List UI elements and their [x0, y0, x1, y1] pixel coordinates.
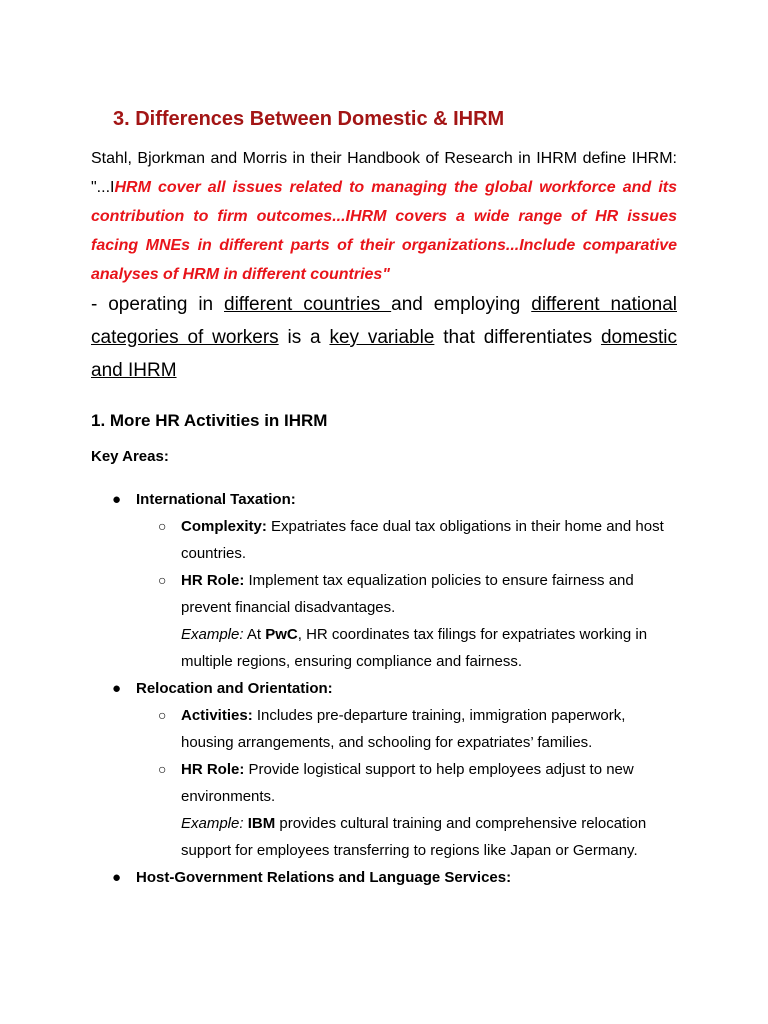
area-title: International Taxation:: [136, 491, 296, 508]
point-text: Provide logistical support to help employees adjust to new environments.: [181, 761, 634, 805]
circle-bullet-icon: ○: [158, 761, 167, 777]
point-text: Includes pre-departure training, immigration paperwork, housing arrangements, and schooling for expatriates’ families.: [181, 707, 626, 751]
sub-list-item: [0, 567, 671, 621]
point-text: Expatriates face dual tax obligations in their home and host countries.: [181, 518, 664, 562]
key-areas-list: [0, 486, 768, 891]
example-text: , HR coordinates tax filings for expatriates working in multiple regions, ensuring compliance and fairness.: [181, 626, 648, 670]
area-title: Host-Government Relations and Language Services:: [136, 869, 512, 886]
circle-bullet-icon: ○: [158, 518, 167, 534]
point-label: HR Role:: [181, 761, 245, 778]
example-company: IBM: [247, 815, 276, 832]
bullet-icon: ●: [112, 680, 122, 697]
subsection-title: 1. More HR Activities in IHRM: [91, 411, 328, 430]
key-statement-text-3: is a: [278, 327, 330, 348]
key-statement-text-2: and employing: [391, 294, 532, 315]
key-statement-term-1: different countries: [224, 294, 392, 315]
key-statement: [91, 288, 677, 387]
sub-list-item: [0, 513, 671, 567]
sub-list-item: [0, 702, 671, 756]
example-pre: At: [243, 626, 266, 643]
example-text: provides cultural training and comprehensive relocation support for employees transferring to regions like Japan or Germany.: [181, 815, 647, 859]
section-heading: 3. Differences Between Domestic & IHRM: [113, 108, 505, 130]
key-statement-text-1: - operating in: [91, 294, 224, 315]
intro-quote: HRM cover all issues related to managing the global workforce and its contribution to firm outcomes...IHRM covers a wide range of HR issues facing MNEs in different parts of their organizations...Include comparative analyses of HRM in different countries": [91, 179, 677, 283]
key-areas-label: Key Areas:: [91, 448, 169, 465]
key-statement-term-2: different national categories of workers: [91, 294, 677, 348]
point-label: HR Role:: [181, 572, 245, 589]
example-label: Example:: [181, 626, 244, 643]
bullet-icon: ●: [112, 869, 122, 886]
circle-bullet-icon: ○: [158, 707, 167, 723]
list-item: [0, 864, 768, 891]
example-paragraph: [0, 810, 671, 864]
point-label: Activities:: [181, 707, 253, 724]
list-item: [0, 486, 768, 513]
sub-list-item: [0, 756, 671, 810]
point-label: Complexity:: [181, 518, 267, 535]
example-label: Example:: [181, 815, 244, 832]
key-statement-term-3: key variable: [329, 327, 435, 348]
example-company: PwC: [265, 626, 298, 643]
point-text: Implement tax equalization policies to ensure fairness and prevent financial disadvantages.: [181, 572, 634, 616]
example-paragraph: [0, 621, 671, 675]
key-statement-text-4: that differentiates: [434, 327, 601, 348]
key-statement-term-4: domestic and IHRM: [91, 327, 678, 381]
list-item: [0, 675, 768, 702]
area-title: Relocation and Orientation:: [136, 680, 333, 697]
circle-bullet-icon: ○: [158, 572, 167, 588]
bullet-icon: ●: [112, 491, 122, 508]
intro-paragraph: [91, 144, 677, 289]
intro-lead: Stahl, Bjorkman and Morris in their Handbook of Research in IHRM define IHRM: "...I: [91, 150, 677, 196]
